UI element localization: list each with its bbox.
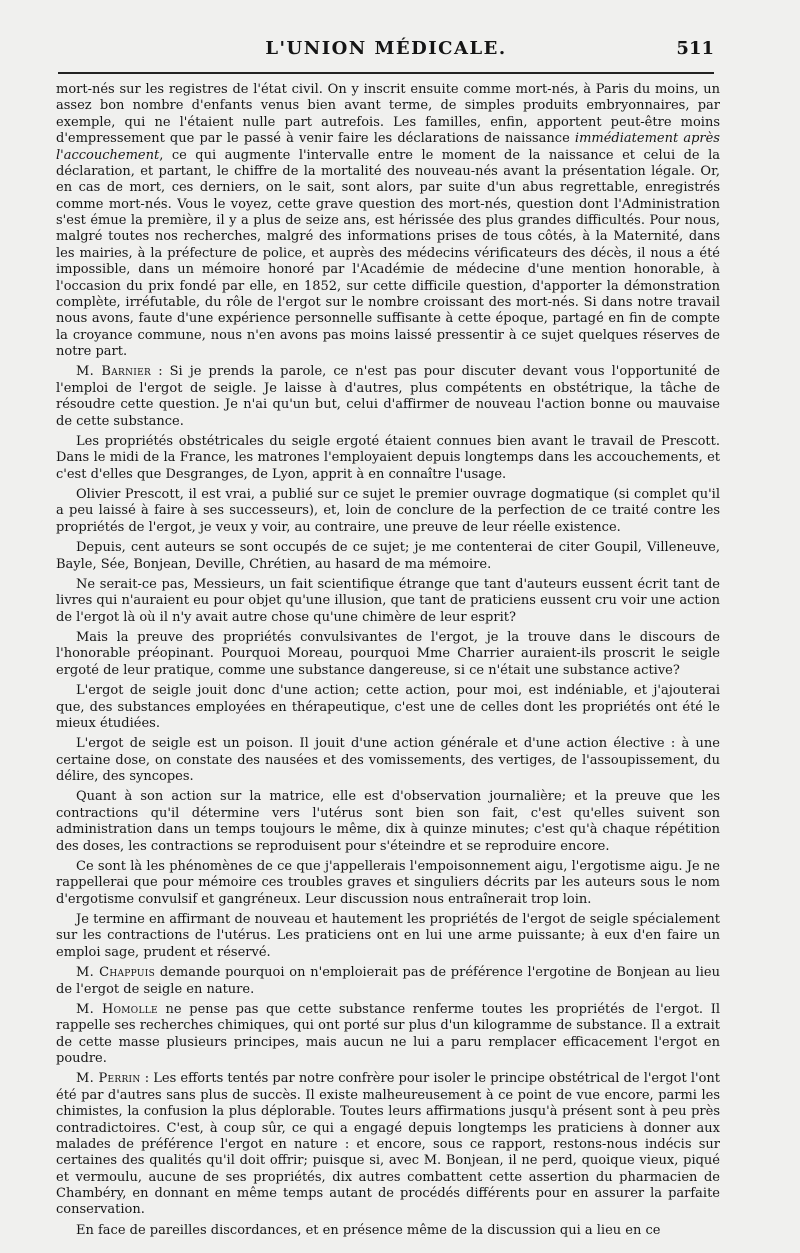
paragraph <box>56 859 720 908</box>
body-text <box>56 82 720 1243</box>
page-number: 511 <box>676 38 714 59</box>
speaker-name: M. Chappuis <box>76 965 156 981</box>
paragraph <box>56 1002 720 1068</box>
speaker-name: M. Perrin <box>76 1071 141 1087</box>
speaker-name: M. Barnier <box>76 364 152 380</box>
paragraph-text: Mais la preuve des propriétés convulsivantes de l'ergot, je la trouve dans le discours de l'honorable préopinant. Pourquoi Moreau, pourquoi Mme Charrier auraient-ils proscrit le seigle ergoté de leur pratique, comme une substance dangereuse, si ce n'était une substance active? <box>56 630 720 678</box>
paragraph-text: L'ergot de seigle jouit donc d'une action; cette action, pour moi, est indéniable, et j'ajouterai que, des substances employées en thérapeutique, c'est une de celles dont les propriétés ont été le mieux étudiées. <box>56 683 720 731</box>
paragraph-text: , ce qui augmente l'intervalle entre le moment de la naissance et celui de la déclaration, et partant, le chiffre de la mortalité des nouveau-nés avant la présentation légale. Or, en cas de mort, ces derniers, on le sait, sont alors, par suite d'un abus regrettable, enregistrés comme mort-nés. Vous le voyez, cette grave question des mort-nés, question dont l'Administration s'est émue la première, il y a plus de seize ans, est hérissée des plus grandes difficultés. Pour nous, malgré toutes nos recherches, malgré des informations prises de tous côtés, à la Maternité, dans les mairies, à la préfecture de police, et auprès des médecins vérificateurs des décès, il nous a été impossible, dans un mémoire honoré par l'Académie de médecine d'une mention honorable, à l'occasion du prix fondé par elle, en 1852, sur cette difficile question, d'apporter la démonstration complète, irréfutable, du rôle de l'ergot sur le nombre croissant des mort-nés. Si dans notre travail nous avons, faute d'une expérience personnelle suffisante à cette époque, partagé en fin de compte la croyance commune, nous n'en avons pas moins laissé pressentir à ce sujet quelques réserves de notre part. <box>56 147 720 359</box>
paragraph-text: demande pourquoi on n'emploierait pas de préférence l'ergotine de Bonjean au lieu de l'ergot de seigle en nature. <box>56 965 720 997</box>
paragraph <box>56 1071 720 1218</box>
paragraph <box>56 1223 720 1239</box>
header-rule <box>58 72 714 74</box>
paragraph <box>56 683 720 732</box>
paragraph <box>56 577 720 626</box>
running-header <box>58 34 714 64</box>
paragraph <box>56 364 720 430</box>
paragraph-text: Quant à son action sur la matrice, elle est d'observation journalière; et la preuve que les contractions qu'il détermine vers l'utérus sont bien son fait, c'est qu'elles suivent son administration dans un temps toujours le même, dix à quinze minutes; c'est qu'à chaque répétition des doses, les contractions se reproduisent pour s'éteindre et se reproduire encore. <box>56 789 720 854</box>
paragraph <box>56 82 720 360</box>
paragraph <box>56 540 720 573</box>
paragraph-text: mort-nés sur les registres de l'état civil. On y inscrit ensuite comme mort-nés, à Paris du moins, un assez bon nombre d'enfants venus bien avant terme, de simples produits embryonnaires, par exemple, qui ne l'étaient nulle part autrefois. Les familles, enfin, apportent peut-être moins d'empressement que par le passé à venir faire les déclarations de naissance <box>56 82 720 147</box>
paragraph <box>56 487 720 536</box>
paragraph <box>56 736 720 785</box>
paragraph <box>56 912 720 961</box>
paragraph <box>56 630 720 679</box>
paragraph-text: L'ergot de seigle est un poison. Il jouit d'une action générale et d'une action élective : à une certaine dose, on constate des nausées et des vomissements, des vertiges, de l'assoupissement, du délire, des syncopes. <box>56 736 720 784</box>
paragraph <box>56 965 720 998</box>
paragraph-text: Depuis, cent auteurs se sont occupés de ce sujet; je me contenterai de citer Goupil, Villeneuve, Bayle, Sée, Bonjean, Deville, Chrétien, au hasard de ma mémoire. <box>56 540 720 572</box>
italic-text: immédiatement après l'accouchement <box>56 131 720 163</box>
paragraph-text: En face de pareilles discordances, et en présence même de la discussion qui a lieu en ce <box>76 1222 661 1238</box>
paragraph <box>56 789 720 855</box>
paragraph-text: Je termine en affirmant de nouveau et hautement les propriétés de l'ergot de seigle spécialement sur les contractions de l'utérus. Les praticiens ont en lui une arme puissante; à eux d'en faire un emploi sage, prudent et réservé. <box>56 912 720 960</box>
paragraph-text: Les propriétés obstétricales du seigle ergoté étaient connues bien avant le travail de Prescott. Dans le midi de la France, les matrones l'employaient depuis longtemps dans les accouchements, et c'est d'elles que Desgranges, de Lyon, apprit à en connaître l'usage. <box>56 433 720 482</box>
paragraph-text: Ce sont là les phénomènes de ce que j'appellerais l'empoisonnement aigu, l'ergotisme aigu. Je ne rappellerai que pour mémoire ces troubles graves et singuliers décrits par les auteurs sous le nom d'ergotisme convulsif et gangréneux. Leur discussion nous entraînerait trop loin. <box>56 858 720 907</box>
paragraph-text: Ne serait-ce pas, Messieurs, un fait scientifique étrange que tant d'auteurs eussent écrit tant de livres qui n'auraient eu pour objet qu'une illusion, que tant de praticiens eussent cru voir une action de l'ergot là où il n'y avait autre chose qu'une chimère de leur esprit? <box>56 576 720 625</box>
running-title: L'UNION MÉDICALE. <box>265 38 507 59</box>
paragraph <box>56 434 720 483</box>
paragraph-text: : Si je prends la parole, ce n'est pas pour discuter devant vous l'opportunité de l'emploi de l'ergot de seigle. Je laisse à d'autres, plus compétents en obstétrique, la tâche de résoudre cette question. Je n'ai qu'un but, celui d'affirmer de nouveau l'action bonne ou mauvaise de cette substance. <box>56 364 720 429</box>
paragraph-text: ne pense pas que cette substance renferme toutes les propriétés de l'ergot. Il rappelle ses recherches chimiques, qui ont porté sur plus d'un kilogramme de substance. Il a extrait de cette masse plusieurs principes, mais aucun ne lui a paru remplacer efficacement l'ergot en poudre. <box>56 1001 720 1066</box>
paragraph-text: Olivier Prescott, il est vrai, a publié sur ce sujet le premier ouvrage dogmatique (si complet qu'il a peu laissé à faire à ses successeurs), et, loin de conclure de la perfection de ce traité contre les propriétés de l'ergot, je veux y voir, au contraire, une preuve de leur réelle existence. <box>56 487 720 535</box>
paragraph-text: : Les efforts tentés par notre confrère pour isoler le principe obstétrical de l'ergot l'ont été par d'autres sans plus de succès. Il existe malheureusement à ce point de vue encore, parmi les chimistes, la confusion la plus déplorable. Toutes leurs affirmations jusqu'à présent sont à peu près contradictoires. C'est, à coup sûr, ce qui a engagé depuis longtemps les praticiens à donner aux malades de préférence l'ergot en nature : et encore, sous ce rapport, restons-nous indécis sur certaines des qualités qu'il doit offrir; puisque si, avec M. Bonjean, il ne perd, quoique vieux, piqué et vermoulu, aucune de ses propriétés, dix autres combattent cette assertion du pharmacien de Chambéry, en donnant en même temps autant de procédés différents pour en assurer la parfaite conservation. <box>56 1071 721 1218</box>
speaker-name: M. Homolle <box>76 1001 158 1017</box>
